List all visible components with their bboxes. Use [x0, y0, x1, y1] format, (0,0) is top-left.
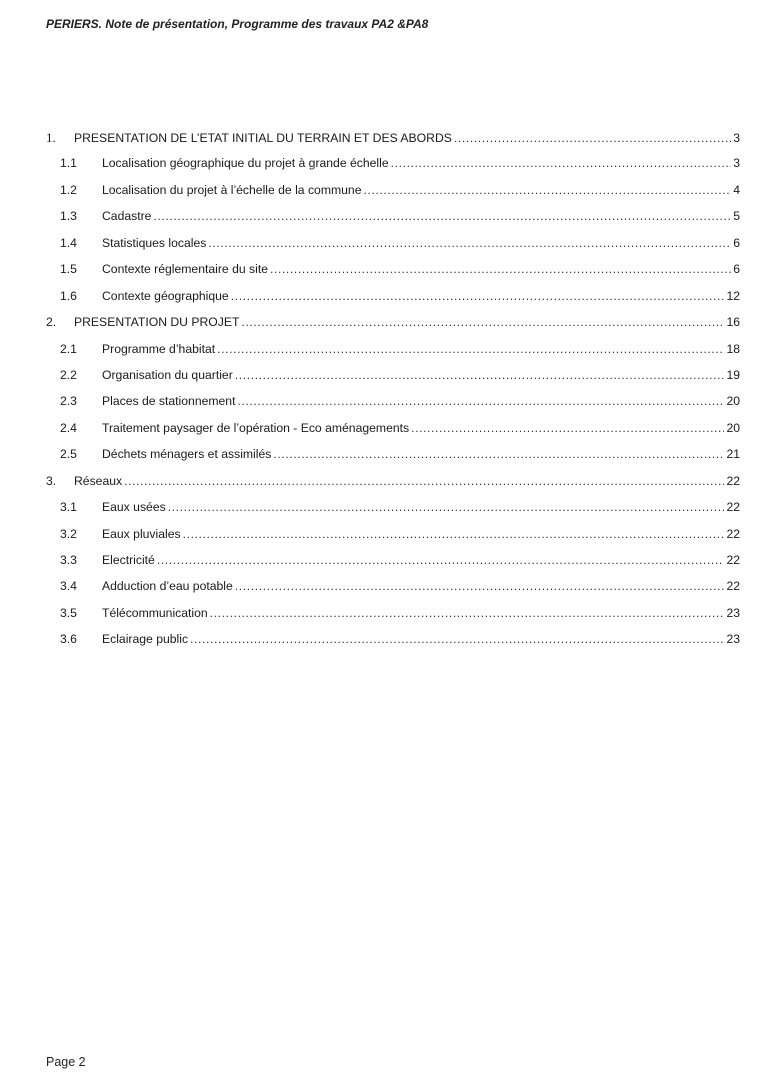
toc-entry-title: Cadastre	[102, 209, 152, 224]
toc-entry-title: Déchets ménagers et assimilés	[102, 447, 272, 462]
toc-entry-title: Eclairage public	[102, 632, 189, 647]
toc-entry-page: 6	[733, 262, 740, 277]
toc-entry-title: Adduction d’eau potable	[102, 579, 233, 594]
toc-entry-title: Programme d’habitat	[102, 341, 216, 356]
toc-entry-number: 1.1	[60, 156, 77, 171]
toc-entry-title: Eaux usées	[102, 500, 166, 515]
toc-entry-page: 21	[726, 447, 740, 462]
toc-entry-title: Places de stationnement	[102, 394, 236, 409]
toc-entry[interactable]	[46, 579, 740, 605]
toc-entry[interactable]	[46, 156, 740, 182]
toc-entry-page: 18	[726, 341, 740, 356]
toc-entry-title: Réseaux	[74, 473, 123, 488]
toc-entry-page: 20	[726, 420, 740, 435]
toc-dot-leader	[363, 183, 731, 197]
toc-entry-number: 1.	[46, 130, 56, 145]
toc-entry-page: 19	[726, 367, 740, 382]
toc-entry-number: 3.6	[60, 632, 77, 647]
toc-dot-leader	[411, 421, 724, 435]
toc-dot-leader	[217, 342, 724, 356]
page-number-footer: Page 2	[46, 1055, 86, 1069]
toc-dot-leader	[153, 209, 731, 223]
toc-entry[interactable]	[46, 394, 740, 420]
toc-entry-number: 3.	[46, 473, 57, 488]
toc-entry-page: 6	[733, 235, 740, 250]
toc-entry-title: Contexte géographique	[102, 288, 229, 303]
toc-entry[interactable]	[46, 368, 740, 394]
toc-entry-number: 1.3	[60, 209, 77, 224]
toc-entry-page: 22	[726, 500, 740, 515]
document-header-title: PERIERS. Note de présentation, Programme des travaux PA2 &PA8	[46, 17, 429, 31]
toc-entry-title: Traitement paysager de l’opération - Eco aménagements	[102, 420, 410, 435]
toc-entry-number: 3.1	[60, 500, 77, 515]
toc-entry-number: 1.4	[60, 235, 77, 250]
toc-dot-leader	[235, 579, 725, 593]
toc-entry[interactable]	[46, 183, 740, 209]
toc-dot-leader	[208, 236, 731, 250]
toc-entry-title: Eaux pluviales	[102, 526, 181, 541]
toc-entry-page: 16	[726, 315, 740, 330]
toc-dot-leader	[237, 394, 724, 408]
toc-entry[interactable]	[46, 315, 740, 341]
toc-entry-number: 1.5	[60, 262, 77, 277]
toc-dot-leader	[231, 289, 725, 303]
toc-entry-number: 3.4	[60, 579, 77, 594]
toc-entry-page: 22	[726, 526, 740, 541]
toc-entry-page: 22	[726, 473, 740, 488]
toc-entry-page: 12	[726, 288, 740, 303]
toc-entry-number: 2.	[46, 315, 57, 330]
toc-entry-number: 1.2	[60, 182, 77, 197]
toc-entry-title: Télécommunication	[102, 605, 208, 620]
toc-entry-title: Statistiques locales	[102, 235, 207, 250]
toc-entry[interactable]	[46, 262, 740, 288]
toc-entry-title: PRESENTATION DU PROJET	[74, 315, 240, 330]
toc-entry-page: 4	[733, 182, 740, 197]
toc-entry-page: 20	[726, 394, 740, 409]
toc-entry-page: 3	[733, 156, 740, 171]
toc-dot-leader	[454, 131, 731, 145]
toc-entry[interactable]	[46, 289, 740, 315]
toc-entry-number: 2.4	[60, 420, 77, 435]
table-of-contents	[46, 130, 740, 659]
toc-dot-leader	[183, 527, 725, 541]
toc-entry-page: 5	[733, 209, 740, 224]
toc-entry[interactable]	[46, 130, 740, 156]
toc-entry-number: 2.1	[60, 341, 77, 356]
toc-entry-number: 1.6	[60, 288, 77, 303]
toc-entry-title: Localisation du projet à l’échelle de la commune	[102, 182, 362, 197]
toc-entry-number: 3.5	[60, 605, 77, 620]
toc-entry[interactable]	[46, 553, 740, 579]
toc-entry-number: 2.2	[60, 367, 77, 382]
toc-entry[interactable]	[46, 236, 740, 262]
toc-entry-page: 23	[726, 632, 740, 647]
toc-dot-leader	[270, 262, 731, 276]
toc-entry-number: 2.5	[60, 447, 77, 462]
toc-entry[interactable]	[46, 421, 740, 447]
toc-entry-title: Electricité	[102, 553, 155, 567]
toc-dot-leader	[235, 368, 725, 382]
toc-entry-page: 22	[726, 553, 740, 567]
toc-entry[interactable]	[46, 209, 740, 235]
toc-entry[interactable]	[46, 527, 740, 553]
toc-dot-leader	[273, 447, 724, 461]
toc-entry-page: 22	[726, 579, 740, 594]
toc-entry-number: 3.2	[60, 526, 77, 541]
toc-dot-leader	[124, 474, 724, 488]
toc-entry-number: 2.3	[60, 394, 77, 409]
toc-dot-leader	[241, 315, 724, 329]
toc-dot-leader	[391, 156, 732, 170]
toc-entry[interactable]	[46, 500, 740, 526]
toc-dot-leader	[210, 606, 725, 620]
toc-dot-leader	[168, 500, 725, 514]
toc-entry-title: Contexte réglementaire du site	[102, 262, 268, 277]
toc-entry-title: Organisation du quartier	[102, 367, 233, 382]
toc-entry[interactable]	[46, 632, 740, 658]
toc-entry[interactable]	[46, 447, 740, 473]
toc-entry-page: 23	[726, 605, 740, 620]
toc-entry[interactable]	[46, 606, 740, 632]
toc-entry[interactable]	[46, 342, 740, 368]
toc-entry-title: PRESENTATION DE L’ETAT INITIAL DU TERRAIN ET DES ABORDS	[74, 131, 452, 145]
toc-dot-leader	[157, 553, 725, 567]
toc-dot-leader	[190, 632, 724, 646]
toc-entry-page: 3	[733, 131, 740, 145]
toc-entry[interactable]	[46, 474, 740, 500]
toc-entry-number: 3.3	[60, 553, 77, 567]
toc-entry-title: Localisation géographique du projet à grande échelle	[102, 156, 389, 171]
